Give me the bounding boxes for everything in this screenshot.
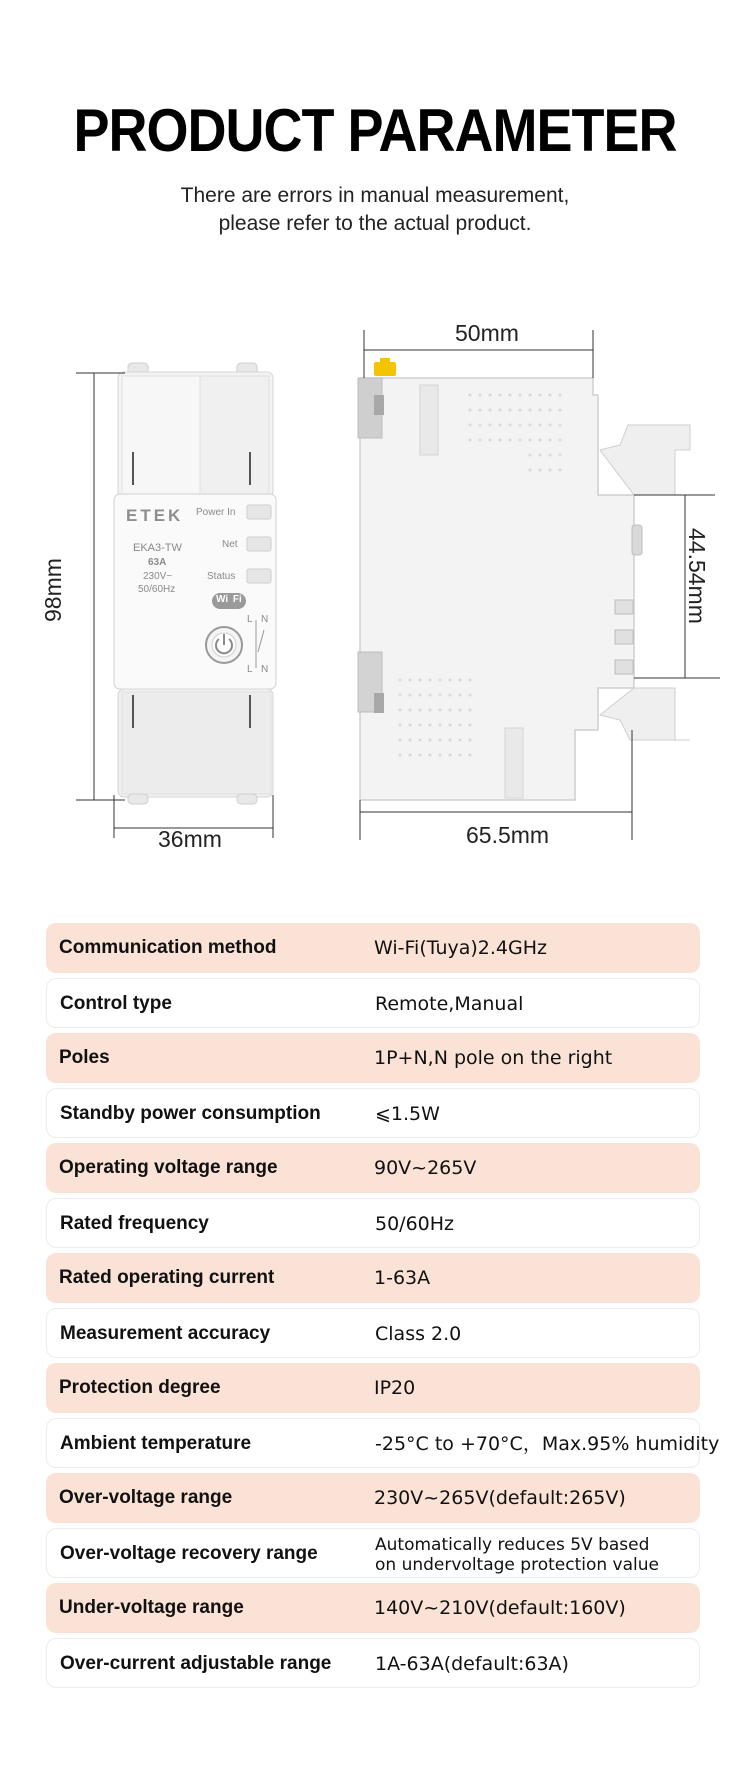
terminal-l-bottom: L [247, 664, 253, 675]
dim-top-width-label: 50mm [455, 320, 519, 346]
param-name: Standby power consumption [60, 1103, 321, 1124]
wifi-label-b: Fi [232, 594, 242, 605]
side-view [358, 330, 720, 840]
device-frequency: 50/60Hz [138, 584, 176, 595]
param-name: Operating voltage range [59, 1157, 278, 1178]
device-brand: ETEK [126, 506, 184, 525]
param-name: Ambient temperature [60, 1433, 252, 1454]
param-name: Protection degree [59, 1377, 221, 1398]
param-name: Measurement accuracy [60, 1323, 271, 1344]
param-value: 140V~210V(default:160V) [374, 1597, 626, 1619]
page-title: PRODUCT PARAMETER [73, 97, 677, 165]
param-row [46, 978, 700, 1028]
wifi-icon [216, 594, 242, 605]
subtitle-line-1: There are errors in manual measurement, [180, 184, 570, 207]
device-drawing [0, 300, 750, 860]
param-value: Automatically reduces 5V based on undervoltage protection value [375, 1535, 659, 1575]
param-row [46, 1638, 700, 1688]
dim-side-depth-label: 65.5mm [466, 822, 550, 848]
dim-rail-height-label: 44.54mm [684, 528, 710, 624]
param-row [46, 1198, 700, 1248]
param-row [46, 1418, 720, 1468]
param-row [46, 1583, 700, 1633]
terminal-n-top: N [261, 614, 269, 625]
param-name: Rated frequency [60, 1213, 209, 1234]
front-view [76, 363, 276, 838]
indicator-net-label: Net [222, 539, 238, 550]
param-name: Over-current adjustable range [60, 1653, 332, 1674]
terminal-l-top: L [247, 614, 253, 625]
param-row [46, 1143, 700, 1193]
param-row [46, 923, 700, 973]
param-name: Poles [59, 1047, 110, 1068]
param-row [46, 1528, 700, 1578]
terminal-n-bottom: N [261, 664, 269, 675]
dim-front-width-label: 36mm [158, 826, 222, 852]
param-value: Remote,Manual [375, 993, 524, 1015]
indicator-status-label: Status [207, 571, 236, 582]
param-row [46, 1363, 700, 1413]
param-value: 90V~265V [374, 1157, 477, 1179]
param-row [46, 1253, 700, 1303]
param-value: Class 2.0 [375, 1323, 462, 1345]
parameter-table [46, 923, 720, 1693]
device-model: EKA3-TW [133, 542, 182, 554]
param-name: Over-voltage recovery range [60, 1543, 318, 1564]
param-name: Under-voltage range [59, 1597, 244, 1618]
dimension-diagram [0, 300, 750, 860]
param-row [46, 1308, 700, 1358]
device-current: 63A [148, 557, 167, 568]
param-value: 50/60Hz [375, 1213, 455, 1235]
param-value: 1-63A [374, 1267, 431, 1289]
param-name: Communication method [59, 937, 277, 958]
param-row [46, 1033, 700, 1083]
dim-height-label: 98mm [40, 558, 66, 622]
param-row [46, 1088, 700, 1138]
indicator-power-label: Power In [196, 507, 236, 518]
param-name: Control type [60, 993, 172, 1014]
wifi-label-a: Wi [216, 594, 229, 605]
device-voltage: 230V~ [143, 571, 173, 582]
param-value: Wi-Fi(Tuya)2.4GHz [374, 937, 548, 959]
param-value: IP20 [374, 1377, 416, 1399]
param-value: 1A-63A(default:63A) [375, 1653, 569, 1675]
param-name: Over-voltage range [59, 1487, 233, 1508]
param-value: -25°C to +70°C，Max.95% humidity [375, 1433, 720, 1455]
param-value: 1P+N,N pole on the right [374, 1047, 613, 1069]
param-value: ⩽1.5W [375, 1103, 440, 1125]
param-value: 230V~265V(default:265V) [374, 1487, 626, 1509]
param-row [46, 1473, 700, 1523]
param-name: Rated operating current [59, 1267, 275, 1288]
subtitle-line-2: please refer to the actual product. [218, 212, 532, 235]
